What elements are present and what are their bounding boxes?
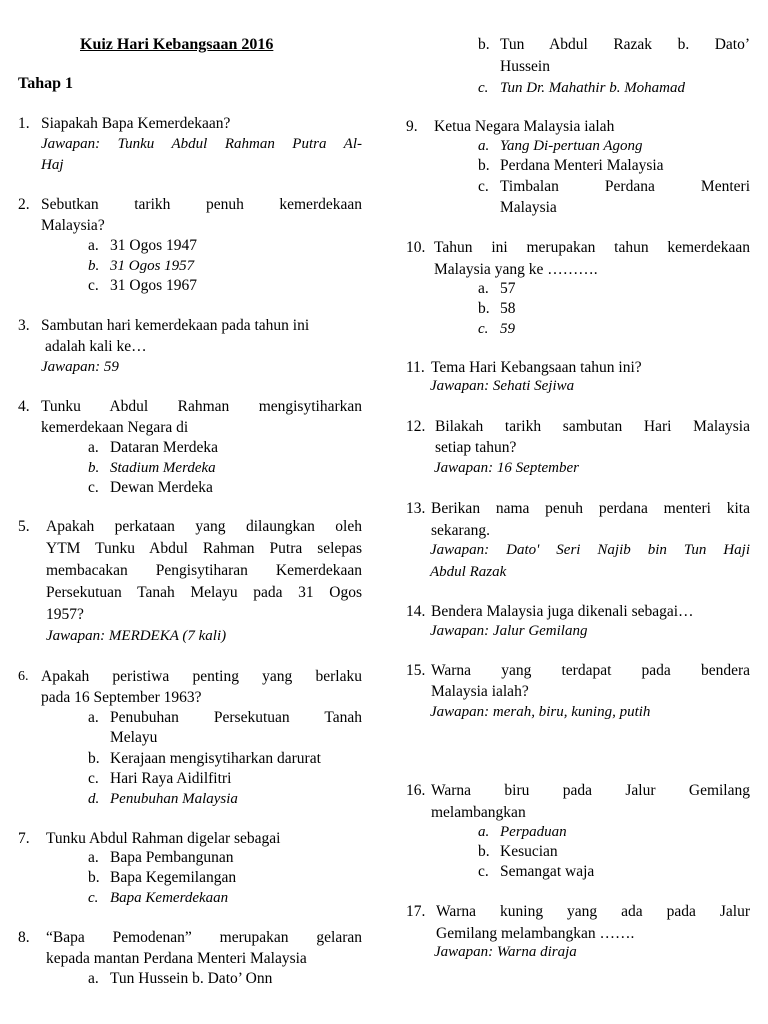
question-16 (406, 780, 750, 822)
answer-15: Jawapan: merah, biru, kuning, putih (430, 704, 651, 720)
question-number: 17. (406, 903, 426, 920)
answer-12: Jawapan: 16 September (434, 460, 579, 476)
question-text-line-2: Gemilang melambangkan ……. (436, 925, 635, 942)
question-number: 9. (406, 118, 418, 135)
section-heading: Tahap 1 (18, 75, 73, 92)
question-number: 14. (406, 603, 426, 620)
question-text-line-1: “Bapa Pemodenan” merupakan gelaran (46, 929, 362, 946)
question-text-line-2: Malaysia yang ke ………. (434, 261, 598, 278)
answer-14: Jawapan: Jalur Gemilang (430, 623, 588, 639)
question-text-line-2: Malaysia? (41, 217, 105, 234)
question-number: 4. (18, 398, 30, 415)
answer-5: Jawapan: MERDEKA (7 kali) (46, 628, 227, 644)
question-number: 1. (18, 115, 30, 132)
question-text: Tema Hari Kebangsaan tahun ini? (431, 359, 642, 376)
question-13 (406, 498, 750, 540)
question-12 (406, 416, 750, 458)
question-5 (18, 516, 362, 626)
question-15 (406, 660, 750, 702)
question-text-line-2: YTM Tunku Abdul Rahman Putra selepas (46, 540, 362, 557)
question-number: 3. (18, 317, 30, 334)
answer-11: Jawapan: Sehati Sejiwa (430, 378, 575, 394)
question-text-line-4: Persekutuan Tanah Melayu pada 31 Ogos (46, 584, 362, 601)
question-text-line-2: pada 16 September 1963? (41, 689, 202, 706)
question-text-line-2: kemerdekaan Negara di (41, 419, 189, 436)
question-text-line-2: melambangkan (431, 804, 526, 821)
question-text-line-2: Malaysia ialah? (431, 683, 529, 700)
answer-13-line-1: Jawapan: Dato' Seri Najib bin Tun Haji (430, 542, 750, 558)
question-text-line-2: kepada mantan Perdana Menteri Malaysia (46, 950, 307, 967)
answer-3: Jawapan: 59 (41, 359, 119, 375)
question-2 (18, 194, 362, 236)
question-text-line-3: membacakan Pengisytiharan Kemerdekaan (46, 562, 362, 579)
question-number: 2. (18, 196, 30, 213)
question-10 (406, 237, 750, 279)
question-number: 11. (406, 359, 425, 376)
question-number: 5. (18, 518, 30, 535)
question-text-line-2: setiap tahun? (435, 439, 517, 456)
question-text: Ketua Negara Malaysia ialah (434, 118, 615, 135)
question-number: 12. (406, 418, 426, 435)
answer-17: Jawapan: Warna diraja (434, 944, 577, 960)
question-text-line-5: 1957? (46, 606, 84, 623)
question-number: 6. (18, 669, 29, 684)
question-text-line-1: Warna kuning yang ada pada Jalur (436, 903, 750, 920)
question-text-line-1: Warna yang terdapat pada bendera (431, 662, 750, 679)
question-number: 7. (18, 830, 30, 847)
question-number: 10. (406, 239, 426, 256)
question-4 (18, 396, 362, 438)
question-text: Tunku Abdul Rahman digelar sebagai (46, 830, 281, 847)
question-text-line-2: adalah kali ke… (45, 338, 147, 355)
question-text-line-1: Warna biru pada Jalur Gemilang (431, 782, 750, 799)
question-text: Bendera Malaysia juga dikenali sebagai… (431, 603, 694, 620)
question-3 (18, 315, 362, 357)
question-text-line-1: Tahun ini merupakan tahun kemerdekaan (434, 239, 750, 256)
question-17 (406, 901, 750, 943)
question-text-line-1: Sebutkan tarikh penuh kemerdekaan (41, 196, 362, 213)
question-number: 15. (406, 662, 426, 679)
question-text-line-2: sekarang. (431, 522, 490, 539)
question-number: 16. (406, 782, 426, 799)
question-text-line-1: Tunku Abdul Rahman mengisytiharkan (41, 398, 362, 415)
answer-13-line-2: Abdul Razak (430, 564, 507, 580)
question-text: Siapakah Bapa Kemerdekaan? (41, 115, 231, 132)
question-6 (18, 666, 362, 708)
question-number: 13. (406, 500, 426, 517)
question-text-line-1: Bilakah tarikh sambutan Hari Malaysia (435, 418, 750, 435)
answer-1-line-1: Jawapan: Tunku Abdul Rahman Putra Al- (41, 136, 362, 152)
page-title: Kuiz Hari Kebangsaan 2016 (80, 36, 274, 53)
question-number: 8. (18, 929, 30, 946)
answer-1-line-2: Haj (41, 157, 64, 173)
question-text-line-1: Apakah peristiwa penting yang berlaku (41, 668, 362, 685)
question-text-line-1: Apakah perkataan yang dilaungkan oleh (46, 518, 362, 535)
question-8 (18, 927, 362, 969)
question-text-line-1: Berikan nama penuh perdana menteri kita (431, 500, 750, 517)
question-text-line-1: Sambutan hari kemerdekaan pada tahun ini (41, 317, 310, 334)
